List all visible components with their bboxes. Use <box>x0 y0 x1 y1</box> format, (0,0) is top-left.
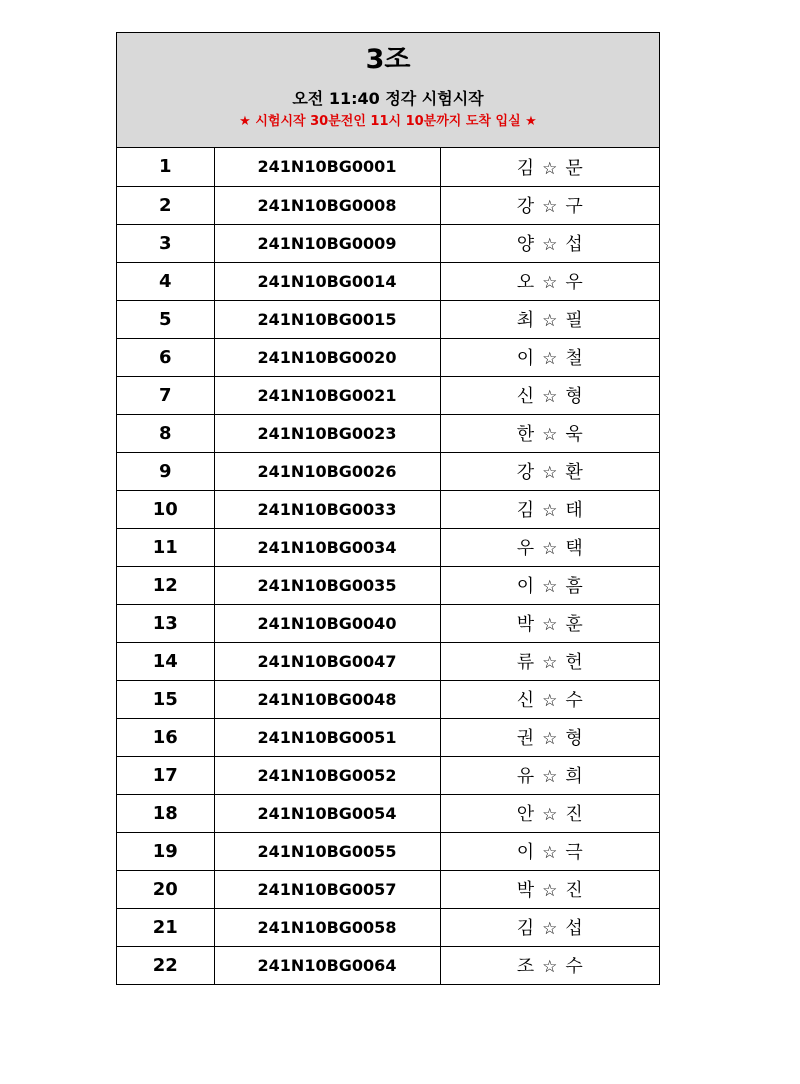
name-first-char: 양 <box>516 234 535 255</box>
name-first-char: 유 <box>516 766 535 787</box>
table-row <box>117 756 659 794</box>
row-number: 14 <box>117 642 214 680</box>
star-mask-icon: ☆ <box>542 425 558 445</box>
exam-id: 241N10BG0009 <box>214 224 440 262</box>
table-row <box>117 946 659 984</box>
name-last-char: 구 <box>565 196 583 217</box>
exam-id: 241N10BG0023 <box>214 414 440 452</box>
exam-id: 241N10BG0021 <box>214 376 440 414</box>
star-mask-icon: ☆ <box>542 235 558 255</box>
row-number: 12 <box>117 566 214 604</box>
name-last-char: 섭 <box>565 234 583 255</box>
sheet-header <box>117 33 659 148</box>
star-mask-icon: ☆ <box>542 501 558 521</box>
name-first-char: 우 <box>516 538 535 559</box>
candidate-name <box>440 376 659 414</box>
row-number: 16 <box>117 718 214 756</box>
name-last-char: 헌 <box>565 652 583 673</box>
table-row <box>117 414 659 452</box>
name-first-char: 박 <box>516 880 535 901</box>
table-row <box>117 604 659 642</box>
name-first-char: 박 <box>516 614 535 635</box>
name-first-char: 이 <box>516 576 535 597</box>
name-last-char: 섭 <box>565 918 583 939</box>
exam-group-sheet <box>116 32 660 985</box>
candidate-name <box>440 148 659 186</box>
exam-id: 241N10BG0001 <box>214 148 440 186</box>
candidate-name <box>440 794 659 832</box>
candidate-name <box>440 528 659 566</box>
table-row <box>117 680 659 718</box>
candidate-name <box>440 452 659 490</box>
name-first-char: 이 <box>516 842 535 863</box>
name-first-char: 김 <box>516 500 535 521</box>
exam-id: 241N10BG0034 <box>214 528 440 566</box>
row-number: 20 <box>117 870 214 908</box>
candidate-name <box>440 490 659 528</box>
exam-id: 241N10BG0048 <box>214 680 440 718</box>
exam-id: 241N10BG0055 <box>214 832 440 870</box>
name-last-char: 형 <box>565 386 583 407</box>
name-last-char: 문 <box>565 157 583 179</box>
candidate-name <box>440 832 659 870</box>
star-mask-icon: ☆ <box>542 539 558 559</box>
table-row <box>117 376 659 414</box>
table-row <box>117 186 659 224</box>
table-row <box>117 908 659 946</box>
name-last-char: 흠 <box>565 576 583 597</box>
star-mask-icon: ☆ <box>542 387 558 407</box>
table-row <box>117 718 659 756</box>
table-row <box>117 148 659 186</box>
name-first-char: 신 <box>516 690 535 711</box>
name-first-char: 조 <box>516 956 535 978</box>
candidate-name <box>440 224 659 262</box>
candidate-name <box>440 338 659 376</box>
name-first-char: 김 <box>516 918 535 939</box>
candidate-name <box>440 604 659 642</box>
star-mask-icon: ☆ <box>542 919 558 939</box>
star-mask-icon: ☆ <box>542 463 558 483</box>
star-mask-icon: ☆ <box>542 311 558 331</box>
candidate-table <box>117 148 659 984</box>
name-last-char: 진 <box>565 804 583 825</box>
exam-id: 241N10BG0058 <box>214 908 440 946</box>
row-number: 4 <box>117 262 214 300</box>
exam-id: 241N10BG0015 <box>214 300 440 338</box>
arrival-notice: ★ 시험시작 30분전인 11시 10분까지 도착 입실 ★ <box>239 114 537 129</box>
star-mask-icon: ☆ <box>542 197 558 217</box>
candidate-name <box>440 642 659 680</box>
star-mask-icon: ☆ <box>542 577 558 597</box>
row-number: 6 <box>117 338 214 376</box>
table-row <box>117 300 659 338</box>
table-row <box>117 490 659 528</box>
row-number: 3 <box>117 224 214 262</box>
name-last-char: 희 <box>565 766 583 787</box>
name-last-char: 택 <box>565 538 583 559</box>
name-first-char: 최 <box>516 310 535 331</box>
name-last-char: 철 <box>565 348 583 369</box>
name-last-char: 필 <box>565 310 583 331</box>
table-row <box>117 794 659 832</box>
candidate-name <box>440 414 659 452</box>
name-last-char: 태 <box>565 500 583 521</box>
star-mask-icon: ☆ <box>542 957 558 978</box>
table-row <box>117 566 659 604</box>
star-mask-icon: ☆ <box>542 349 558 369</box>
table-row <box>117 452 659 490</box>
name-last-char: 극 <box>565 842 583 863</box>
exam-id: 241N10BG0014 <box>214 262 440 300</box>
name-last-char: 형 <box>565 728 583 749</box>
name-last-char: 욱 <box>565 424 583 445</box>
table-row <box>117 832 659 870</box>
name-first-char: 류 <box>516 652 535 673</box>
exam-id: 241N10BG0026 <box>214 452 440 490</box>
name-last-char: 수 <box>565 690 583 711</box>
exam-id: 241N10BG0051 <box>214 718 440 756</box>
table-row <box>117 338 659 376</box>
exam-id: 241N10BG0052 <box>214 756 440 794</box>
candidate-name <box>440 756 659 794</box>
name-first-char: 강 <box>516 196 535 217</box>
name-first-char: 강 <box>516 462 535 483</box>
row-number: 21 <box>117 908 214 946</box>
candidate-name <box>440 946 659 984</box>
table-row <box>117 870 659 908</box>
table-row <box>117 262 659 300</box>
name-last-char: 우 <box>565 272 583 293</box>
row-number: 15 <box>117 680 214 718</box>
table-row <box>117 642 659 680</box>
name-first-char: 한 <box>516 424 535 445</box>
name-first-char: 권 <box>516 728 535 749</box>
exam-id: 241N10BG0035 <box>214 566 440 604</box>
table-row <box>117 528 659 566</box>
star-mask-icon: ☆ <box>542 653 558 673</box>
table-row <box>117 224 659 262</box>
star-mask-icon: ☆ <box>542 615 558 635</box>
candidate-name <box>440 262 659 300</box>
candidate-name <box>440 718 659 756</box>
star-mask-icon: ☆ <box>542 843 558 863</box>
row-number: 19 <box>117 832 214 870</box>
exam-id: 241N10BG0033 <box>214 490 440 528</box>
row-number: 1 <box>117 148 214 186</box>
group-title: 3조 <box>365 44 411 75</box>
name-last-char: 환 <box>565 462 583 483</box>
exam-id: 241N10BG0008 <box>214 186 440 224</box>
star-mask-icon: ☆ <box>542 158 558 179</box>
star-mask-icon: ☆ <box>542 729 558 749</box>
candidate-name <box>440 566 659 604</box>
exam-id: 241N10BG0057 <box>214 870 440 908</box>
row-number: 13 <box>117 604 214 642</box>
exam-id: 241N10BG0064 <box>214 946 440 984</box>
exam-start-time: 오전 11:40 정각 시험시작 <box>292 89 484 108</box>
name-first-char: 안 <box>516 804 535 825</box>
name-last-char: 훈 <box>565 614 583 635</box>
candidate-name <box>440 186 659 224</box>
star-mask-icon: ☆ <box>542 273 558 293</box>
exam-id: 241N10BG0054 <box>214 794 440 832</box>
exam-id: 241N10BG0020 <box>214 338 440 376</box>
exam-id: 241N10BG0047 <box>214 642 440 680</box>
row-number: 5 <box>117 300 214 338</box>
name-first-char: 오 <box>516 272 535 293</box>
star-mask-icon: ☆ <box>542 805 558 825</box>
candidate-name <box>440 300 659 338</box>
candidate-name <box>440 680 659 718</box>
name-first-char: 신 <box>516 386 535 407</box>
row-number: 8 <box>117 414 214 452</box>
exam-id: 241N10BG0040 <box>214 604 440 642</box>
star-mask-icon: ☆ <box>542 881 558 901</box>
row-number: 11 <box>117 528 214 566</box>
row-number: 9 <box>117 452 214 490</box>
row-number: 10 <box>117 490 214 528</box>
candidate-name <box>440 870 659 908</box>
row-number: 18 <box>117 794 214 832</box>
row-number: 7 <box>117 376 214 414</box>
row-number: 2 <box>117 186 214 224</box>
row-number: 17 <box>117 756 214 794</box>
candidate-name <box>440 908 659 946</box>
name-first-char: 이 <box>516 348 535 369</box>
star-mask-icon: ☆ <box>542 691 558 711</box>
star-mask-icon: ☆ <box>542 767 558 787</box>
name-first-char: 김 <box>516 157 535 179</box>
row-number: 22 <box>117 946 214 984</box>
name-last-char: 수 <box>565 956 583 978</box>
name-last-char: 진 <box>565 880 583 901</box>
